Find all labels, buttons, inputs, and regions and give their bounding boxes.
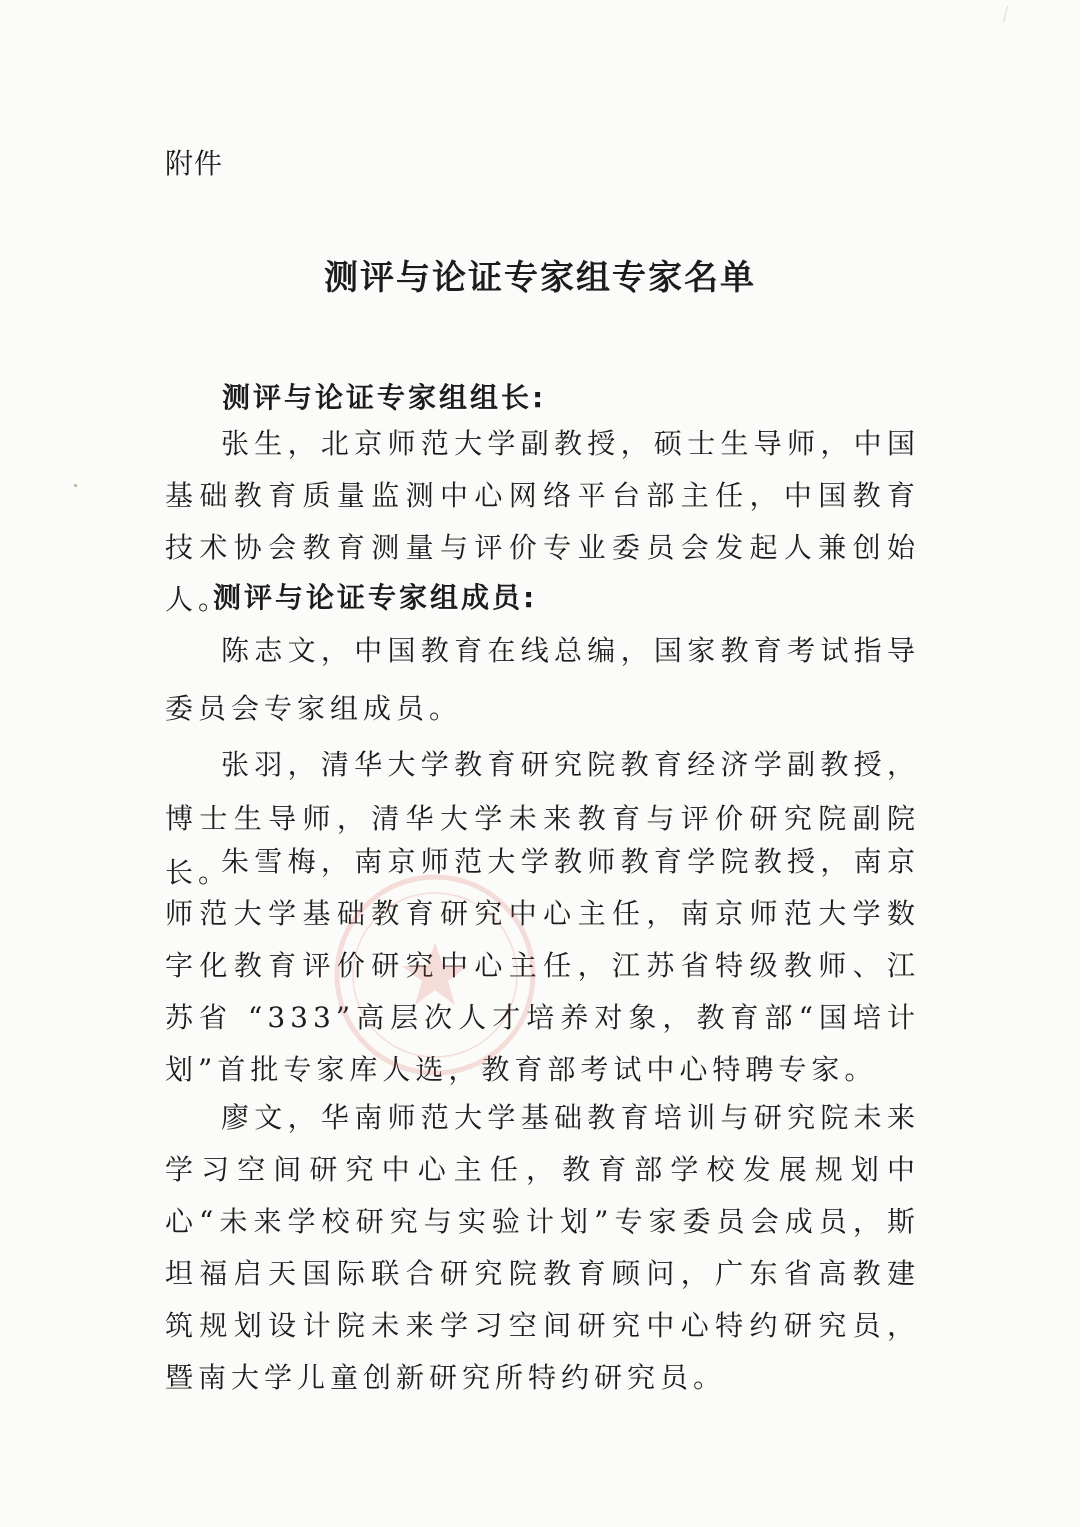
leader-heading: 测评与论证专家组组长: [222,381,547,414]
member-paragraph-1: 陈志文，中国教育在线总编，国家教育考试指导委员会专家组成员。 [165,634,920,725]
member-paragraph-3: 朱雪梅，南京师范大学教师教育学院教授，南京师范大学基础教育研究中心主任，南京师范大学数字化教育评价研究中心主任，江苏省特级教师、江苏省 “333”高层次人才培养对象，教育部“国培计划”首批专家库人选，教育部考试中心特聘专家。 [165,845,920,1086]
member-paragraph-4: 廖文，华南师范大学基础教育培训与研究院未来学习空间研究中心主任，教育部学校发展规划中心“未来学校研究与实验计划”专家委员会成员，斯坦福启天国际联合研究院教育顾问，广东省高教建筑规划设计院未来学习空间研究中心特约研究员，暨南大学儿童创新研究所特约研究员。 [165,1101,920,1394]
member-paragraph-2: 张羽，清华大学教育研究院教育经济学副教授，博士生导师，清华大学未来教育与评价研究院副院长。 [165,748,920,889]
attachment-label: 附件 [165,147,224,180]
scan-dot [74,484,77,487]
document-title: 测评与论证专家组专家名单 [324,258,756,298]
scan-mark [1003,6,1020,22]
leader-paragraph: 张生，北京师范大学副教授，硕士生导师，中国基础教育质量监测中心网络平台部主任，中国教育技术协会教育测量与评价专业委员会发起人兼创始人。 [165,427,920,616]
members-heading: 测评与论证专家组成员: [213,581,538,614]
